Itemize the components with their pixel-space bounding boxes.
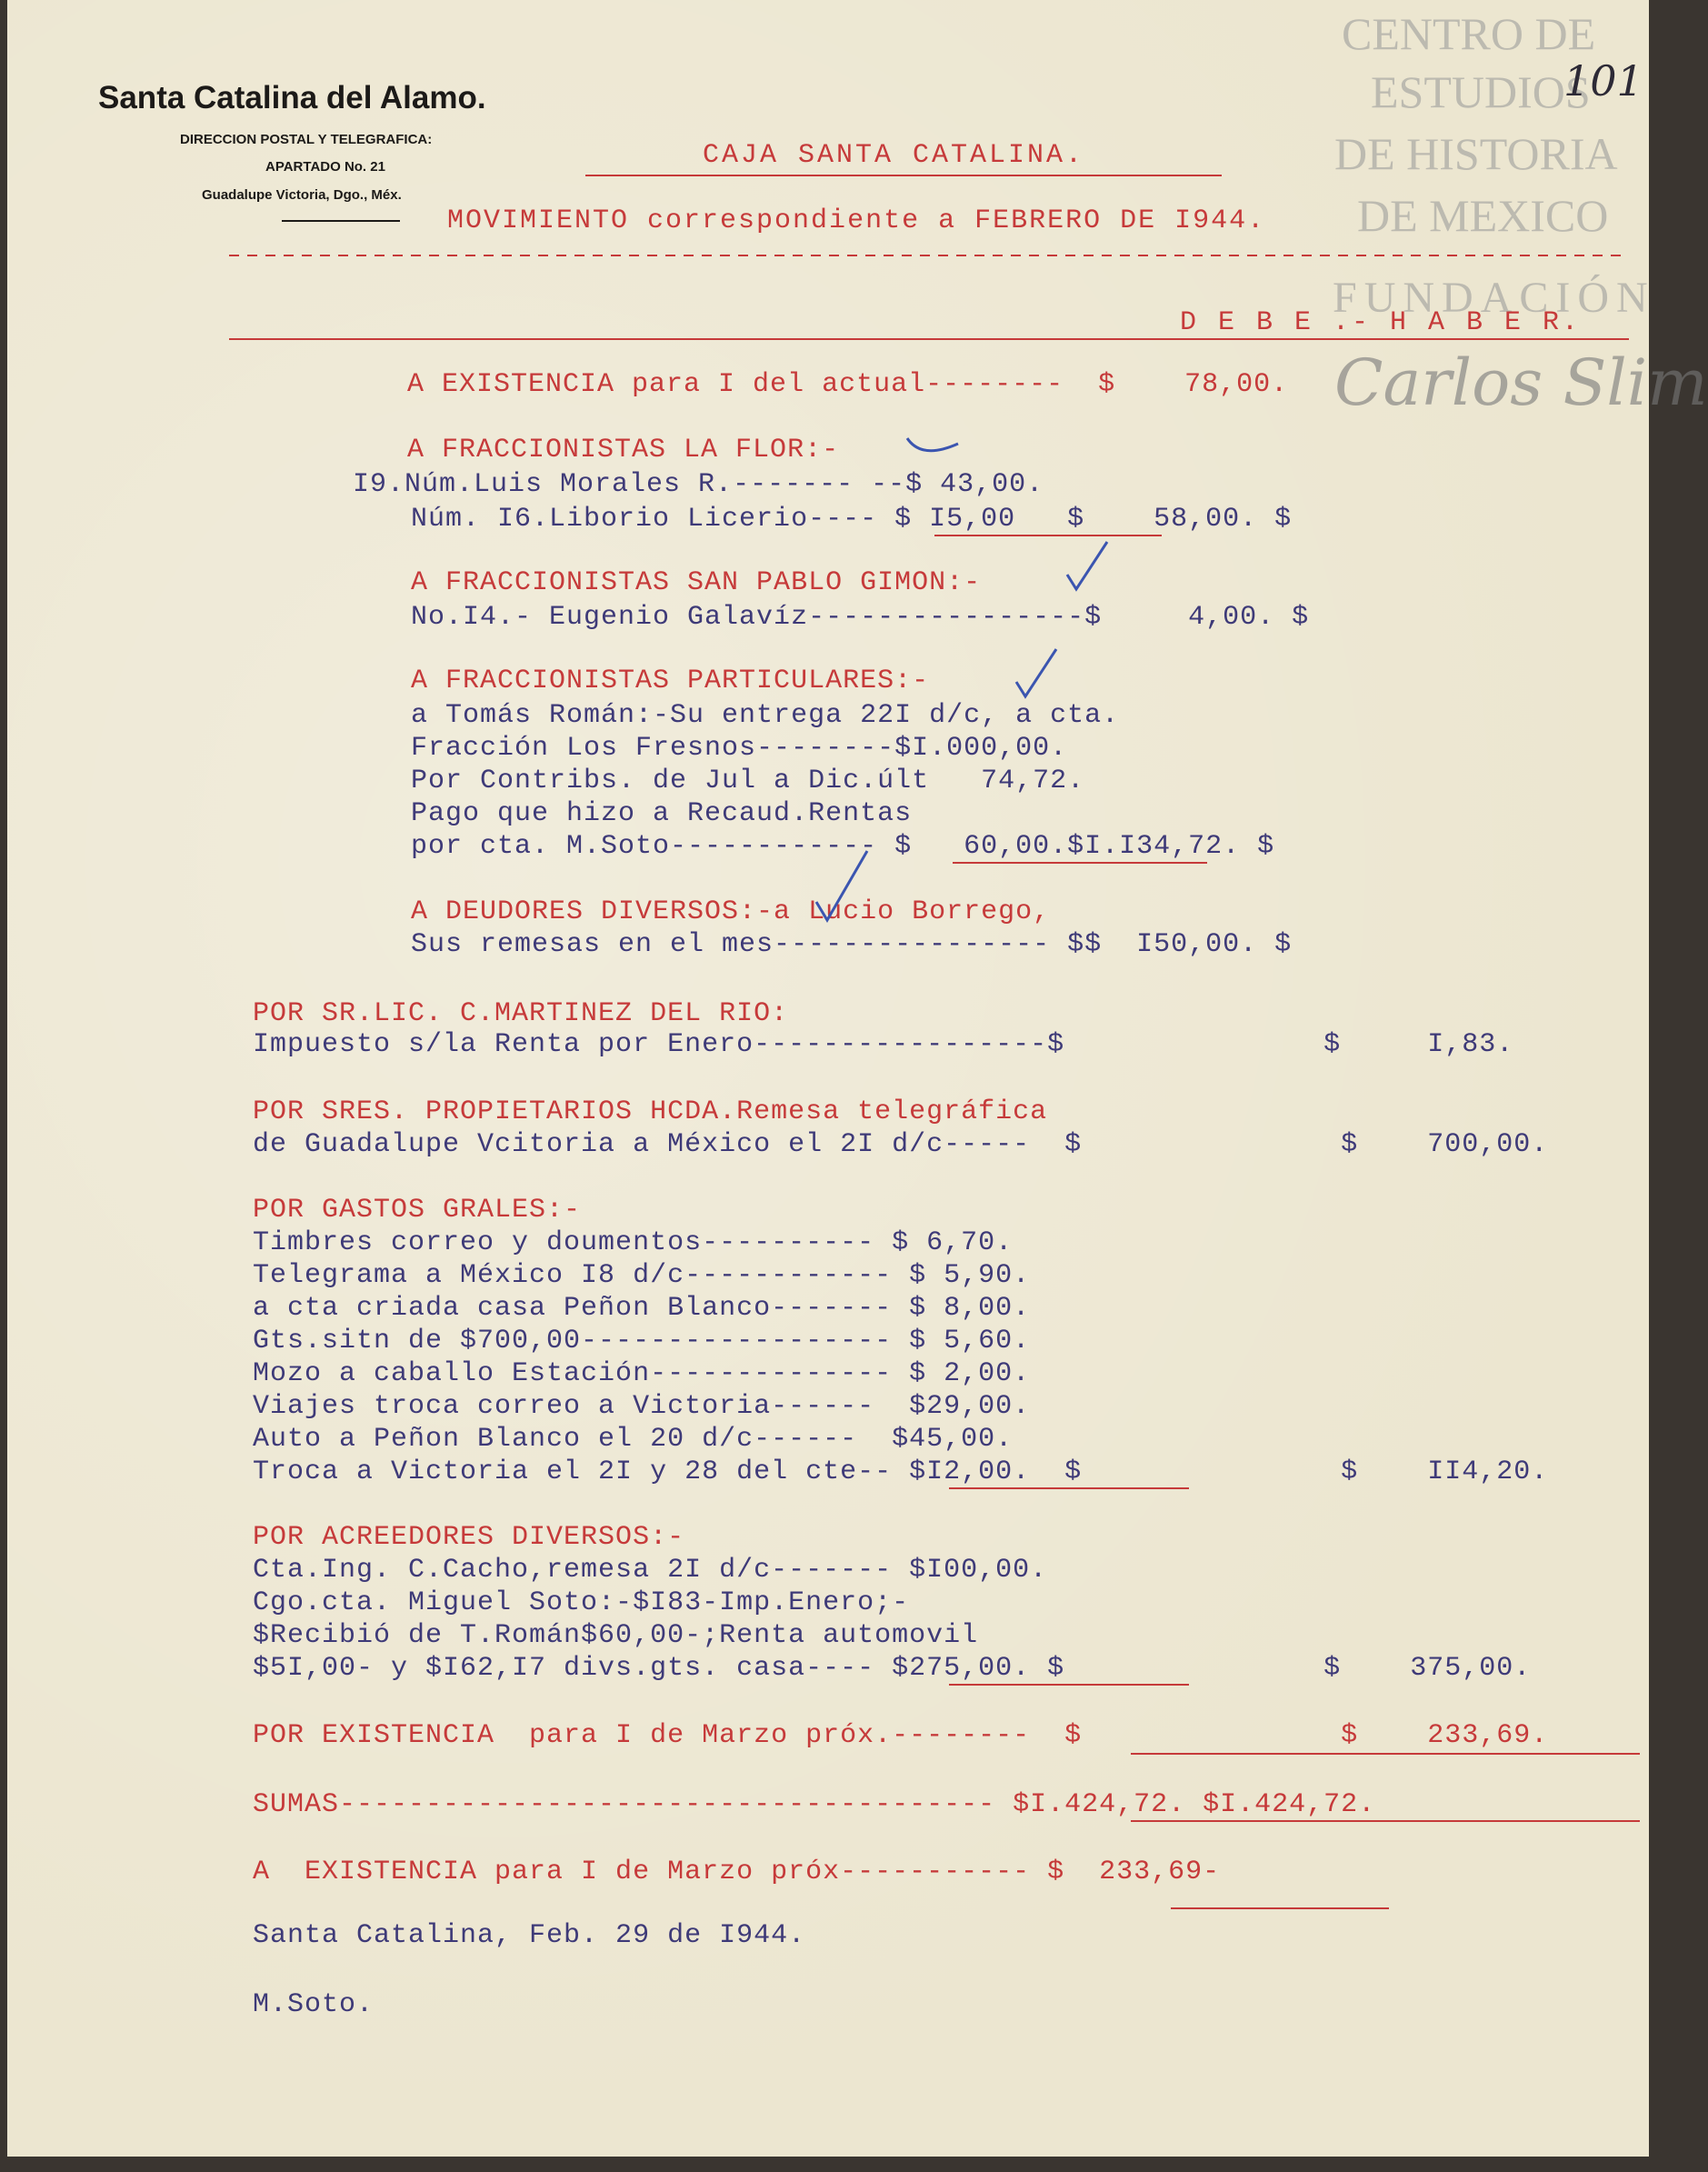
archive-watermark-line-1: CENTRO DE bbox=[1342, 8, 1596, 59]
ledger-line: Santa Catalina, Feb. 29 de I944. bbox=[253, 1920, 806, 1951]
ledger-line: Timbres correo y doumentos---------- $ 6,70. bbox=[253, 1227, 1014, 1258]
ledger-line: Viajes troca correo a Victoria------ $29,00. bbox=[253, 1391, 1031, 1422]
ledger-line: A EXISTENCIA para I del actual-------- $ 78,00. bbox=[407, 369, 1289, 400]
ledger-line: POR GASTOS GRALES:- bbox=[253, 1195, 582, 1226]
ledger-line: Cgo.cta. Miguel Soto:-$I83-Imp.Enero;- bbox=[253, 1587, 910, 1618]
ledger-line: Auto a Peñon Blanco el 20 d/c------ $45,00. bbox=[253, 1424, 1014, 1455]
watermark-signature: Carlos Slim bbox=[1334, 345, 1708, 420]
ledger-line: Cta.Ing. C.Cacho,remesa 2I d/c------- $I00,00. bbox=[253, 1555, 1048, 1586]
ledger-line: A EXISTENCIA para I de Marzo próx----------- $ 233,69- bbox=[253, 1857, 1221, 1887]
archive-watermark-line-2: ESTUDIOS bbox=[1371, 66, 1591, 117]
balance-underline bbox=[1171, 1907, 1389, 1909]
ledger-line: A FRACCIONISTAS LA FLOR:- bbox=[407, 435, 840, 465]
ledger-line: de Guadalupe Vcitoria a México el 2I d/c----- $ $ 700,00. bbox=[253, 1129, 1549, 1160]
column-total-rule bbox=[1131, 1753, 1640, 1755]
ledger-line: $5I,00- y $I62,I7 divs.gts. casa---- $275,00. $ $ 375,00. bbox=[253, 1653, 1532, 1684]
ledger-line: No.I4.- Eugenio Galavíz----------------$ 4,00. $ bbox=[411, 602, 1310, 633]
check-mark-icon bbox=[1011, 646, 1065, 700]
ledger-line: M.Soto. bbox=[253, 1989, 375, 2020]
ledger-line: Impuesto s/la Renta por Enero-----------------$ $ I,83. bbox=[253, 1029, 1514, 1060]
document-subtitle: MOVIMIENTO correspondiente a FEBRERO DE I944. bbox=[447, 205, 1266, 236]
check-mark-icon bbox=[811, 847, 874, 920]
archive-watermark-line-4: DE MEXICO bbox=[1357, 190, 1609, 241]
letterhead-address-line-1: DIRECCION POSTAL Y TELEGRAFICA: bbox=[180, 132, 433, 147]
ledger-line: POR EXISTENCIA para I de Marzo próx.-------- $ $ 233,69. bbox=[253, 1720, 1549, 1751]
subtotal-underline bbox=[949, 1684, 1189, 1686]
ledger-line: a cta criada casa Peñon Blanco------- $ 8,00. bbox=[253, 1293, 1031, 1324]
letterhead-name: Santa Catalina del Alamo. bbox=[98, 80, 486, 115]
archive-watermark-line-5: FUNDACIÓN bbox=[1333, 274, 1655, 322]
ledger-line: I9.Núm.Luis Morales R.------- --$ 43,00. bbox=[353, 469, 1044, 500]
ledger-line: POR SRES. PROPIETARIOS HCDA.Remesa telegráfica bbox=[253, 1096, 1048, 1127]
header-dashed-rule bbox=[229, 255, 1629, 256]
letterhead-ornament bbox=[282, 220, 400, 222]
ledger-line: A DEUDORES DIVERSOS:-a Lucio Borrego, bbox=[411, 896, 1051, 927]
header-rule bbox=[229, 338, 1629, 340]
ledger-line: Telegrama a México I8 d/c------------ $ 5,90. bbox=[253, 1260, 1031, 1291]
letterhead-address-line-3: Guadalupe Victoria, Dgo., Méx. bbox=[202, 187, 402, 203]
archive-watermark-line-3: DE HISTORIA bbox=[1334, 128, 1618, 179]
ledger-line: Troca a Victoria el 2I y 28 del cte-- $I2,00. $ $ II4,20. bbox=[253, 1456, 1549, 1487]
page-number: 101 bbox=[1563, 56, 1643, 105]
document-title: CAJA SANTA CATALINA. bbox=[703, 140, 1085, 171]
subtotal-underline bbox=[934, 535, 1162, 536]
ledger-line: Pago que hizo a Recaud.Rentas bbox=[411, 798, 913, 829]
ledger-line: Mozo a caballo Estación-------------- $ 2,00. bbox=[253, 1358, 1031, 1389]
check-mark-icon bbox=[1062, 538, 1116, 593]
document-sheet bbox=[7, 0, 1708, 2157]
ledger-line: Gts.sitn de $700,00------------------ $ 5,60. bbox=[253, 1326, 1031, 1356]
letterhead-address-line-2: APARTADO No. 21 bbox=[265, 159, 385, 175]
ledger-line: a Tomás Román:-Su entrega 22I d/c, a cta. bbox=[411, 700, 1120, 731]
ledger-line: $Recibió de T.Román$60,00-;Renta automovil bbox=[253, 1620, 979, 1651]
ledger-line: Núm. I6.Liborio Licerio---- $ I5,00 $ 58,00. $ bbox=[411, 504, 1293, 535]
ledger-line: A FRACCIONISTAS SAN PABLO GIMON:- bbox=[411, 567, 982, 598]
ledger-line: POR ACREEDORES DIVERSOS:- bbox=[253, 1522, 685, 1553]
title-underline bbox=[585, 175, 1222, 176]
ledger-line: por cta. M.Soto------------ $ 60,00.$I.I34,72. $ bbox=[411, 831, 1275, 862]
column-total-rule bbox=[1131, 1820, 1640, 1822]
ledger-line: Fracción Los Fresnos--------$I.000,00. bbox=[411, 733, 1068, 764]
ledger-line: A FRACCIONISTAS PARTICULARES:- bbox=[411, 666, 930, 696]
ledger-line: SUMAS-------------------------------------- $I.424,72. $I.424,72. bbox=[253, 1789, 1376, 1820]
check-mark-icon bbox=[904, 433, 967, 460]
subtotal-underline bbox=[953, 862, 1207, 864]
ledger-line: Por Contribs. de Jul a Dic.últ 74,72. bbox=[411, 766, 1085, 796]
debe-haber-columns: D E B E .- H A B E R. bbox=[1180, 307, 1582, 338]
ledger-line: POR SR.LIC. C.MARTINEZ DEL RIO: bbox=[253, 998, 789, 1029]
ledger-line: Sus remesas en el mes---------------- $$ I50,00. $ bbox=[411, 929, 1293, 960]
subtotal-underline bbox=[949, 1487, 1189, 1489]
